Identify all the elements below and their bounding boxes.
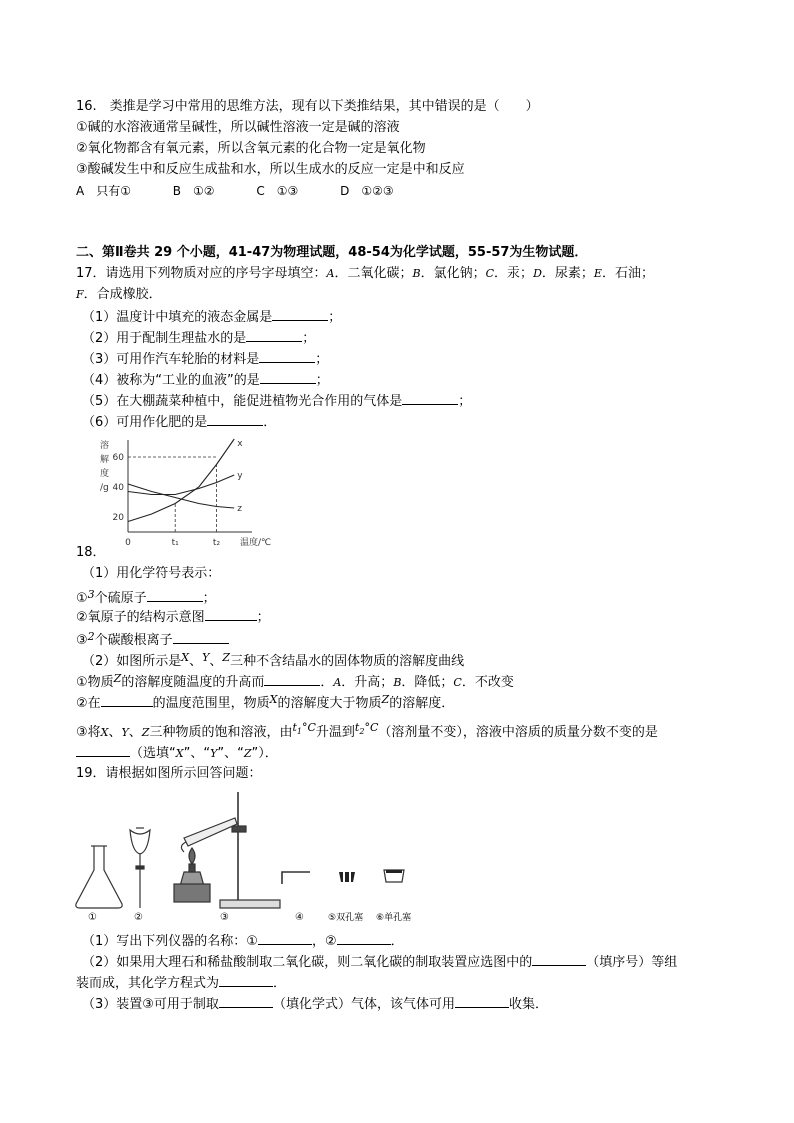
q17-option-d: ．尿素； <box>541 266 594 281</box>
q17-option-e: ．石油； <box>601 266 654 281</box>
punct: 、 <box>108 725 122 740</box>
q18-f-text-3: 升温到 <box>315 725 355 740</box>
punct: ”、“ <box>183 746 211 761</box>
q17-item-6-text: （6）可用作化肥的是 <box>82 415 208 430</box>
lab-apparatus-figure <box>70 786 430 926</box>
q18-b-text: ②氧原子的结构示意图 <box>76 610 205 625</box>
q18-part2 <box>82 650 464 670</box>
x-tick-label: t₁ <box>171 538 179 548</box>
answer-blank[interactable] <box>532 953 586 966</box>
apparatus-label-3: ③ <box>220 912 229 923</box>
q16-option-c[interactable]: C ①③ <box>256 184 299 198</box>
heating-apparatus-icon <box>174 792 280 908</box>
punct: ． <box>263 415 277 430</box>
q19-l4-text-2: （填化学式）气体，该气体可用 <box>272 997 455 1012</box>
q19-part3 <box>82 995 548 1013</box>
q17-item-4-text: （4）被称为“工业的血液”的是 <box>82 373 260 388</box>
var-x: X <box>269 693 278 706</box>
answer-blank[interactable] <box>219 995 273 1008</box>
var-x: X <box>100 726 109 739</box>
q16-option-d[interactable]: D ①②③ <box>340 184 394 198</box>
q18-d-opt-a: ．升高； <box>341 675 394 690</box>
punct: 、 <box>209 654 223 669</box>
q18-a <box>76 587 216 607</box>
answer-blank[interactable] <box>264 673 320 686</box>
q16-statement-3: ③酸碱发生中和反应生成盐和水，所以生成水的反应一定是中和反应 <box>76 162 465 177</box>
apparatus-label-5: ⑤双孔塞 <box>328 913 364 923</box>
one-hole-stopper-icon <box>384 870 404 882</box>
section-2-heading: 二、第Ⅱ卷共 29 个小题，41-47为物理试题，48-54为化学试题，55-57为生物试题． <box>76 245 588 260</box>
q18-g-text: （选填“ <box>130 746 176 761</box>
q17-option-b: ．氯化钠； <box>420 266 486 281</box>
apparatus-label-6: ⑥单孔塞 <box>376 913 412 923</box>
x-axis-label: 温度/℃ <box>240 538 272 548</box>
q18-f-text: ③将 <box>76 725 101 740</box>
q17-item-3 <box>82 350 328 368</box>
q17-item-5-text: （5）在大棚蔬菜种植中，能促进植物光合作用的气体是 <box>82 394 403 409</box>
answer-blank[interactable] <box>337 932 391 945</box>
q18-a-text: 个硫原子 <box>94 591 147 606</box>
q17-letter-f: F <box>76 288 84 301</box>
y-axis-label-part: 解 <box>100 455 110 465</box>
q16-option-a[interactable]: A 只有① <box>76 184 131 198</box>
q18-c <box>76 629 229 649</box>
q19-l1-text: （1）写出下列仪器的名称：① <box>82 934 258 949</box>
answer-blank[interactable] <box>258 932 312 945</box>
q18-g <box>76 744 278 762</box>
answer-blank[interactable] <box>207 413 263 426</box>
q19-stem: 19．请根据如图所示回答问题： <box>76 766 262 781</box>
answer-blank[interactable] <box>402 392 458 405</box>
q18-e-text: ②在 <box>76 696 101 711</box>
q18-d-opt-b: ．降低； <box>401 675 454 690</box>
y-axis-label-part: /g <box>100 483 109 493</box>
q17-option-c: ．汞； <box>494 266 534 281</box>
q19-part2 <box>82 953 677 971</box>
subscript: 2 <box>359 727 365 737</box>
q17-letter-e: E <box>593 267 602 280</box>
t1-symbol <box>292 721 316 737</box>
glass-tube-icon <box>282 872 310 884</box>
q19-l2-text-2: （填序号）等组 <box>586 955 678 970</box>
punct: ； <box>256 610 270 625</box>
y-axis-label-part: 溶 <box>100 441 110 451</box>
y-tick-label: 60 <box>112 453 124 463</box>
answer-blank[interactable] <box>205 608 257 621</box>
q18-f <box>76 720 658 741</box>
q18-e <box>76 692 454 712</box>
punct: ； <box>202 591 216 606</box>
series-z-label: z <box>237 504 242 514</box>
punct: ． <box>273 976 287 991</box>
q18-e-text-4: 的溶解度． <box>389 696 455 711</box>
punct: ； <box>302 331 316 346</box>
answer-blank[interactable] <box>219 974 273 987</box>
q18-d-text: ①物质 <box>76 675 114 690</box>
q17-item-5 <box>82 392 471 410</box>
q18-a-mark: ① <box>76 591 88 606</box>
var-y: Y <box>202 651 210 664</box>
y-tick-label: 40 <box>112 483 124 493</box>
apparatus-label-4: ④ <box>295 912 304 923</box>
letter-c: C <box>453 676 462 689</box>
q19-l1-text-2: ，② <box>311 934 337 949</box>
var-x: X <box>181 651 190 664</box>
q18-b <box>76 608 270 626</box>
punct: ”、“ <box>217 746 244 761</box>
answer-blank[interactable] <box>272 308 328 321</box>
t2-symbol <box>354 721 379 737</box>
q18-c-num: 2 <box>87 630 95 643</box>
q17-option-a: ．二氧化碳； <box>334 266 413 281</box>
q18-d-opt-c: ．不改变 <box>461 675 514 690</box>
x-tick-label: 0 <box>125 538 131 548</box>
q18-e-text-2: 的温度范围里，物质 <box>152 696 270 711</box>
punct: ； <box>315 373 329 388</box>
q17-item-1-text: （1）温度计中填充的液态金属是 <box>82 310 273 325</box>
punct: 、 <box>128 725 142 740</box>
q17-item-2 <box>82 329 315 347</box>
var-z: Z <box>381 693 390 706</box>
punct: ”）． <box>251 746 278 761</box>
q19-part2-cont <box>76 974 286 992</box>
q19-part1 <box>82 932 404 950</box>
t-letter: t <box>354 721 360 734</box>
two-hole-stopper-icon <box>339 872 355 882</box>
series-x-curve <box>128 439 234 522</box>
punct: ； <box>328 310 342 325</box>
solubility-chart <box>96 436 272 548</box>
answer-blank[interactable] <box>173 631 229 644</box>
answer-blank[interactable] <box>147 589 203 602</box>
apparatus-label-1: ① <box>88 912 97 923</box>
conical-flask-icon <box>76 846 122 908</box>
q17-item-2-text: （2）用于配制生理盐水的是 <box>82 331 247 346</box>
degree: °C <box>301 721 316 734</box>
answer-blank[interactable] <box>259 350 315 363</box>
q17-letter-a: A <box>326 267 335 280</box>
q17-stem <box>76 266 654 282</box>
series-x-label: x <box>237 439 243 449</box>
punct: ． <box>390 934 404 949</box>
q18-number: 18． <box>76 545 106 560</box>
q18-a-num: 3 <box>87 588 95 601</box>
punct: ； <box>458 394 472 409</box>
q19-l3-text: 装而成，其化学方程式为 <box>76 976 220 991</box>
degree: °C <box>364 721 379 734</box>
q16-options <box>76 183 432 199</box>
letter-a: A <box>333 676 342 689</box>
var-x: X <box>175 747 184 760</box>
q18-part1: （1）用化学符号表示： <box>82 566 221 581</box>
q18-f-text-2: 三种物质的饱和溶液，由 <box>149 725 293 740</box>
answer-blank[interactable] <box>260 371 316 384</box>
apparatus-label-2: ② <box>134 912 143 923</box>
series-y-label: y <box>237 471 243 481</box>
answer-blank[interactable] <box>101 694 153 707</box>
q17-item-6 <box>82 413 276 431</box>
q17-item-3-text: （3）可用作汽车轮胎的材料是 <box>82 352 260 367</box>
y-axis-label-part: 度 <box>100 469 110 479</box>
q18-d-text-2: 的溶解度随温度的升高而 <box>121 675 265 690</box>
q17-letter-c: C <box>485 267 495 280</box>
q16-statement-2: ②氧化物都含有氧元素，所以含氧元素的化合物一定是氧化物 <box>76 141 426 156</box>
y-tick-label: 20 <box>112 513 124 523</box>
q17-option-f: ．合成橡胶． <box>83 287 162 302</box>
q17-item-1 <box>82 308 341 326</box>
q19-l2-text: （2）如果用大理石和稀盐酸制取二氧化碳，则二氧化碳的制取装置应选图中的 <box>82 955 533 970</box>
q16-option-b[interactable]: B ①② <box>172 184 215 198</box>
var-z: Z <box>222 651 231 664</box>
q18-c-mark: ③ <box>76 633 88 648</box>
series-y-curve <box>128 475 234 495</box>
t-letter: t <box>292 721 297 734</box>
var-z: Z <box>113 672 122 685</box>
q18-d <box>76 671 514 691</box>
punct: ． <box>320 675 334 690</box>
answer-blank[interactable] <box>76 744 130 757</box>
letter-b: B <box>393 676 402 689</box>
q17-number: 17．请选用下列物质对应的序号字母填空： <box>76 266 327 281</box>
q18-f-text-4: （溶剂量不变），溶液中溶质的质量分数不变的是 <box>378 725 658 740</box>
answer-blank[interactable] <box>246 329 302 342</box>
separatory-funnel-icon <box>130 828 150 908</box>
q16-stem: 16. 类推是学习中常用的思维方法，现有以下类推结果，其中错误的是（ ） <box>76 99 539 114</box>
subscript: 1 <box>296 727 302 737</box>
var-z: Z <box>243 747 252 760</box>
series-z-curve <box>128 484 234 508</box>
q18-p2-text-2: 三种不含结晶水的固体物质的溶解度曲线 <box>230 654 465 669</box>
q19-l4-text-3: 收集． <box>508 997 548 1012</box>
q17-letter-b: B <box>412 267 421 280</box>
q17-letter-d: D <box>533 267 542 280</box>
q18-e-text-3: 的溶解度大于物质 <box>277 696 382 711</box>
answer-blank[interactable] <box>455 995 509 1008</box>
q16-statement-1: ①碱的水溶液通常呈碱性，所以碱性溶液一定是碱的溶液 <box>76 120 400 135</box>
x-tick-label: t₂ <box>212 538 221 548</box>
q17-item-4 <box>82 371 329 389</box>
var-y: Y <box>121 726 129 739</box>
q18-p2-text: （2）如图所示是 <box>82 654 182 669</box>
var-z: Z <box>141 726 150 739</box>
punct: ； <box>315 352 329 367</box>
punct: 、 <box>189 654 203 669</box>
q19-l4-text: （3）装置③可用于制取 <box>82 997 219 1012</box>
var-y: Y <box>210 747 218 760</box>
q17-stem-cont <box>76 287 162 303</box>
q18-c-text: 个碳酸根离子 <box>94 633 173 648</box>
